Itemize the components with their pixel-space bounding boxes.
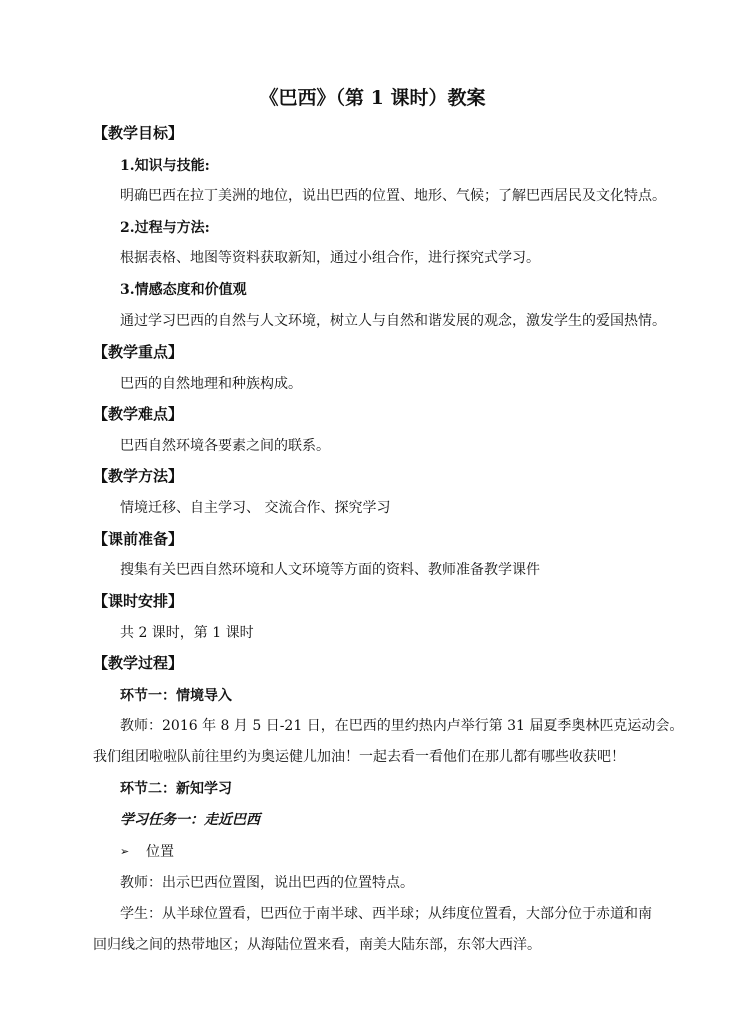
difficulties-heading: 【教学难点】 (93, 405, 184, 423)
process-method-text: 根据表格、地图等资料获取新知，通过小组合作，进行探究式学习。 (120, 250, 540, 266)
methods-heading: 【教学方法】 (93, 467, 184, 485)
step1-text-line2: 我们组团啦啦队前往里约为奥运健儿加油！一起去看一看他们在那儿都有哪些收获吧！ (93, 749, 625, 765)
prep-text: 搜集有关巴西自然环境和人文环境等方面的资料、教师准备教学课件 (120, 562, 540, 578)
prep-heading: 【课前准备】 (93, 530, 184, 548)
student-text-line1: 学生：从半球位置看，巴西位于南半球、西半球；从纬度位置看，大部分位于赤道和南 (120, 906, 652, 922)
emotion-values-title: 3.情感态度和价值观 (120, 282, 247, 298)
step1-text-line1: 教师：2016 年 8 月 5 日-21 日，在巴西的里约热内卢举行第 31 届夏季奥林匹克运动会。 (120, 718, 684, 734)
student-text-line2: 回归线之间的热带地区；从海陆位置来看，南美大陆东部，东邻大西洋。 (93, 937, 541, 953)
key-points-text: 巴西的自然地理和种族构成。 (120, 376, 302, 392)
process-method-title: 2.过程与方法: (120, 220, 210, 236)
methods-text: 情境迁移、自主学习、 交流合作、探究学习 (120, 500, 391, 516)
schedule-heading: 【课时安排】 (93, 592, 184, 610)
difficulties-text: 巴西自然环境各要素之间的联系。 (120, 438, 330, 454)
bullet-location-label: 位置 (146, 844, 174, 860)
key-points-heading: 【教学重点】 (93, 343, 184, 361)
knowledge-skills-text: 明确巴西在拉丁美洲的地位，说出巴西的位置、地形、气候；了解巴西居民及文化特点。 (120, 188, 666, 204)
emotion-values-text: 通过学习巴西的自然与人文环境，树立人与自然和谐发展的观念，激发学生的爱国热情。 (120, 313, 666, 329)
step1-title: 环节一：情境导入 (120, 688, 232, 704)
process-heading: 【教学过程】 (93, 654, 184, 672)
teacher-text: 教师：出示巴西位置图，说出巴西的位置特点。 (120, 875, 414, 891)
objectives-heading: 【教学目标】 (93, 124, 184, 142)
task1-title: 学习任务一：走近巴西 (120, 812, 260, 828)
page-title: 《巴西》（第 1 课时）教案 (259, 87, 486, 109)
step2-title: 环节二：新知学习 (120, 781, 232, 797)
schedule-text: 共 2 课时，第 1 课时 (120, 625, 254, 641)
bullet-arrow-icon: ➢ (120, 845, 130, 858)
knowledge-skills-title: 1.知识与技能: (120, 158, 210, 174)
